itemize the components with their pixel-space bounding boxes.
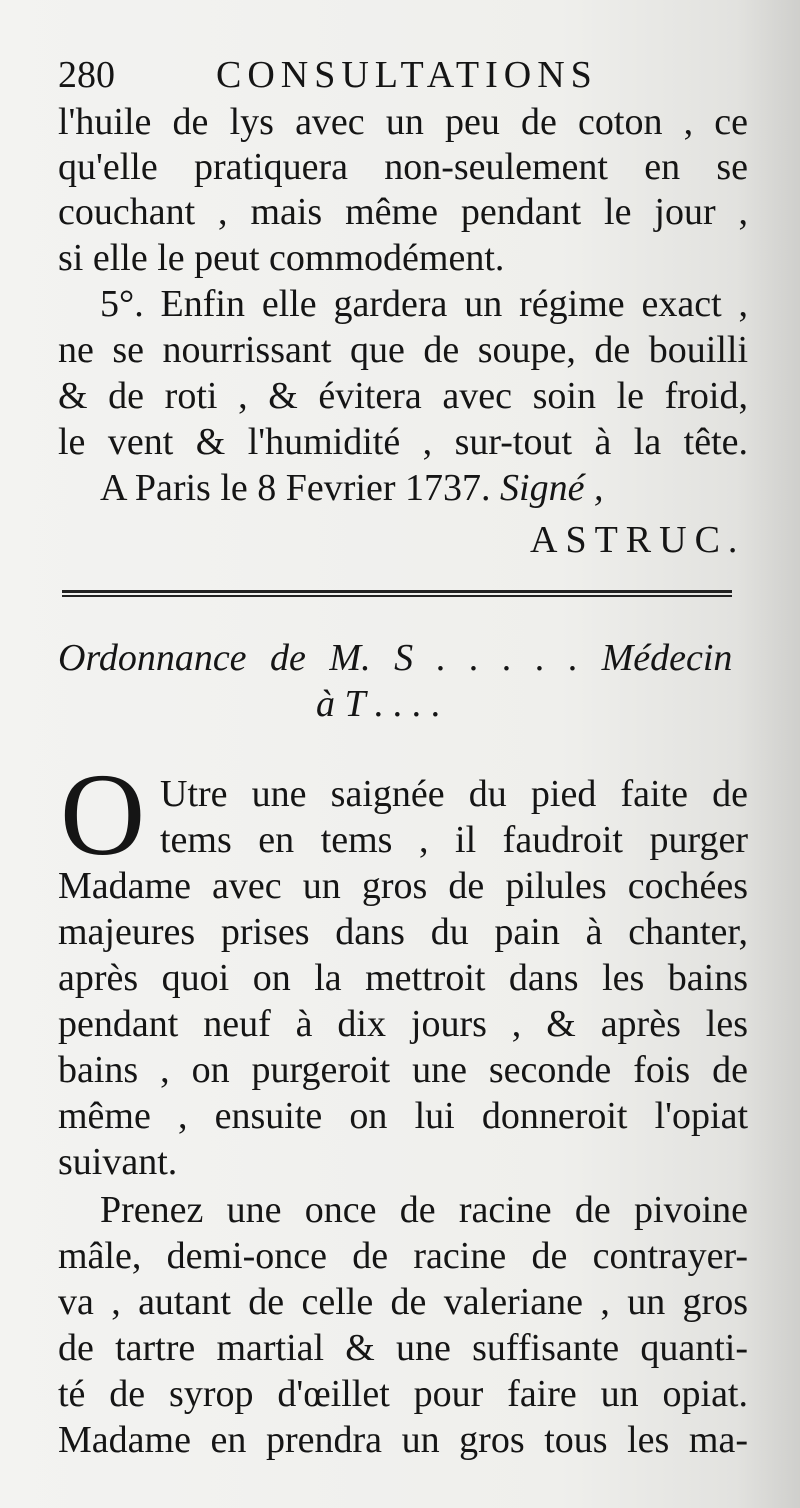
body-line: Madame en prendra un gros tous les ma- [58, 1419, 748, 1461]
body-line: Utre une saignée du pied faite de [160, 773, 748, 815]
body-line: après quoi on la mettroit dans les bains [58, 957, 748, 999]
body-line: pendant neuf à dix jours , & après les [58, 1003, 748, 1045]
running-head: CONSULTATIONS [216, 54, 598, 96]
drop-capital: O [60, 749, 146, 880]
body-line: suivant. [58, 1141, 178, 1183]
signature [530, 518, 746, 562]
date-text: A Paris le 8 Fevrier 1737. [100, 467, 491, 509]
body-line: Madame avec un gros de pilules cochées [58, 865, 748, 907]
body-line: va , autant de celle de valeriane , un gros [58, 1281, 748, 1323]
body-line: mâle, demi-once de racine de contrayer- [58, 1235, 748, 1277]
ordonnance-title-cont: à T . . . . [316, 683, 441, 725]
text-line: 5°. Enfin elle gardera un régime exact , [100, 283, 748, 325]
signed-label: Signé , [500, 467, 604, 509]
body-line: de tartre martial & une suffisante quanti- [58, 1327, 748, 1369]
text-line: qu'elle pratiquera non-seulement en se [58, 146, 748, 188]
text-line: si elle le peut commodément. [58, 237, 505, 279]
body-line: tems en tems , il faudroit purger [160, 819, 748, 861]
text-line: le vent & l'humidité , sur-tout à la tête. [58, 421, 748, 463]
signature-name: ASTRUC. [530, 519, 746, 561]
text-line: ne se nourrissant que de soupe, de bouilli [58, 329, 748, 371]
body-line: majeures prises dans du pain à chanter, [58, 911, 748, 953]
body-line: té de syrop d'œillet pour faire un opiat. [58, 1373, 748, 1415]
section-divider [62, 590, 732, 597]
body-line: Prenez une once de racine de pivoine [100, 1189, 748, 1231]
ordonnance-title: Ordonnance de M. S . . . . . Médecin [58, 637, 733, 679]
page-header [58, 50, 658, 100]
text-line: & de roti , & évitera avec soin le froid, [58, 375, 748, 417]
body-line: même , ensuite on lui donneroit l'opiat [58, 1095, 748, 1137]
page-number: 280 [58, 54, 115, 96]
text-line: couchant , mais même pendant le jour , [58, 191, 748, 233]
date-line [100, 466, 700, 510]
text-line: l'huile de lys avec un peu de coton , ce [58, 101, 748, 143]
body-line: bains , on purgeroit une seconde fois de [58, 1049, 748, 1091]
